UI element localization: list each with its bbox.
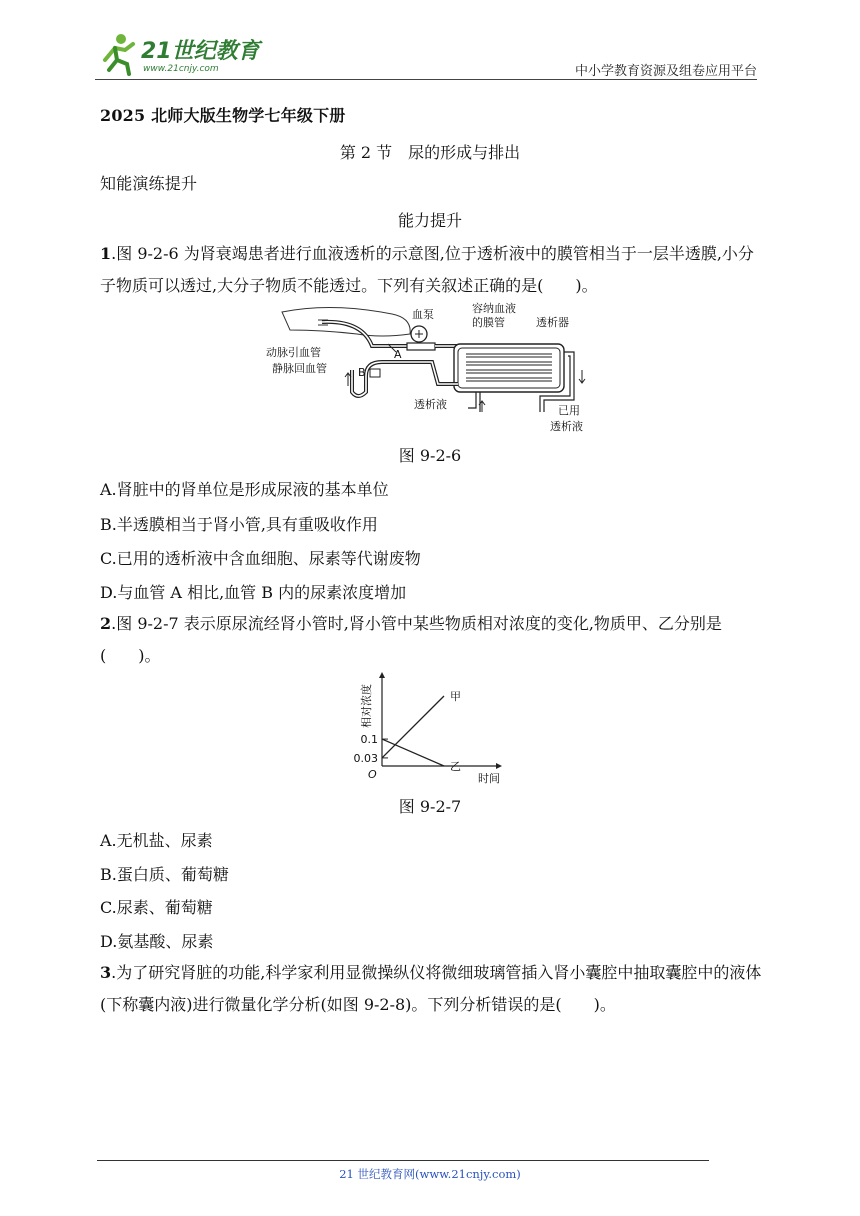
option-2a: A.无机盐、尿素: [100, 831, 213, 850]
origin-label: O: [368, 768, 377, 781]
option-1d: D.与血管 A 相比,血管 B 内的尿素浓度增加: [100, 583, 407, 602]
used-fluid-label-1: 已用: [558, 404, 580, 417]
artery-label: 动脉引血管: [266, 346, 321, 359]
series-line: [382, 739, 444, 766]
series-line: [382, 696, 444, 758]
y-tick-label: 0.03: [353, 751, 378, 765]
figure-caption-1: 图 9-2-6: [398, 446, 462, 465]
option-2c: C.尿素、葡萄糖: [100, 898, 213, 917]
question-text: .为了研究肾脏的功能,科学家利用显微操纵仪将微细玻璃管插入肾小囊腔中抽取囊腔中的液体(下称囊内液)进行微量化学分析(如图 9-2-8)。下列分析错误的是( )。: [100, 963, 762, 1014]
option-2d: D.氨基酸、尿素: [100, 932, 214, 951]
pump-label: 血泵: [412, 308, 434, 321]
option-2b: B.蛋白质、葡萄糖: [100, 865, 229, 884]
dialyzer-label: 透析器: [536, 316, 569, 329]
concentration-chart: [340, 666, 510, 790]
question-number: 3: [100, 963, 112, 982]
y-tick-label: 0.1: [360, 733, 378, 747]
document-title: 2025 北师大版生物学七年级下册: [100, 106, 346, 125]
series-label: 乙: [450, 760, 461, 773]
dialysis-figure: [262, 300, 602, 438]
fluid-label: 透析液: [414, 398, 447, 411]
runner-logo-icon: [95, 30, 265, 78]
brand-logo: [95, 30, 265, 78]
option-1b: B.半透膜相当于肾小管,具有重吸收作用: [100, 515, 378, 534]
series-label: 甲: [450, 690, 461, 703]
svg-text:21世纪教育: 21世纪教育: [141, 39, 260, 64]
platform-name: 中小学教育资源及组卷应用平台: [574, 64, 757, 79]
part-title: 能力提升: [397, 211, 462, 230]
question-2: [100, 608, 765, 672]
footer-text: 21 世纪教育网(www.21cnjy.com): [339, 1167, 521, 1181]
x-axis-arrow: [496, 763, 502, 769]
membrane-label-1: 容纳血液: [472, 302, 516, 315]
question-number: 1: [100, 244, 112, 263]
subtitle: 知能演练提升: [100, 174, 198, 193]
vein-label: 静脉回血管: [272, 362, 327, 375]
used-fluid-label-2: 透析液: [550, 420, 583, 433]
figure-caption-2: 图 9-2-7: [398, 797, 462, 816]
section-title: 第 2 节 尿的形成与排出: [339, 143, 521, 162]
membrane-label-2: 的膜管: [472, 316, 505, 329]
question-3: [100, 957, 765, 1021]
header-divider: [95, 79, 757, 80]
svg-text:www.21cnjy.com: www.21cnjy.com: [143, 64, 219, 74]
dialysis-diagram: [262, 300, 602, 438]
vessel-b-label: B: [358, 366, 366, 379]
question-text: .图 9-2-7 表示原尿流经肾小管时,肾小管中某些物质相对浓度的变化,物质甲、乙分别是( )。: [100, 614, 722, 665]
footer-divider: [97, 1160, 709, 1161]
y-axis-arrow: [379, 672, 385, 678]
x-axis-label: 时间: [478, 772, 500, 785]
option-1c: C.已用的透析液中含血细胞、尿素等代谢废物: [100, 549, 421, 568]
question-number: 2: [100, 614, 112, 633]
vessel-a-label: A: [394, 348, 402, 361]
y-axis-label: 相对浓度: [360, 684, 373, 728]
option-1a: A.肾脏中的肾单位是形成尿液的基本单位: [100, 480, 389, 499]
question-1: [100, 238, 765, 302]
chart-svg: [340, 666, 510, 790]
question-text: .图 9-2-6 为肾衰竭患者进行血液透析的示意图,位于透析液中的膜管相当于一层半透膜,小分子物质可以透过,大分子物质不能透过。下列有关叙述正确的是( )。: [100, 244, 754, 295]
